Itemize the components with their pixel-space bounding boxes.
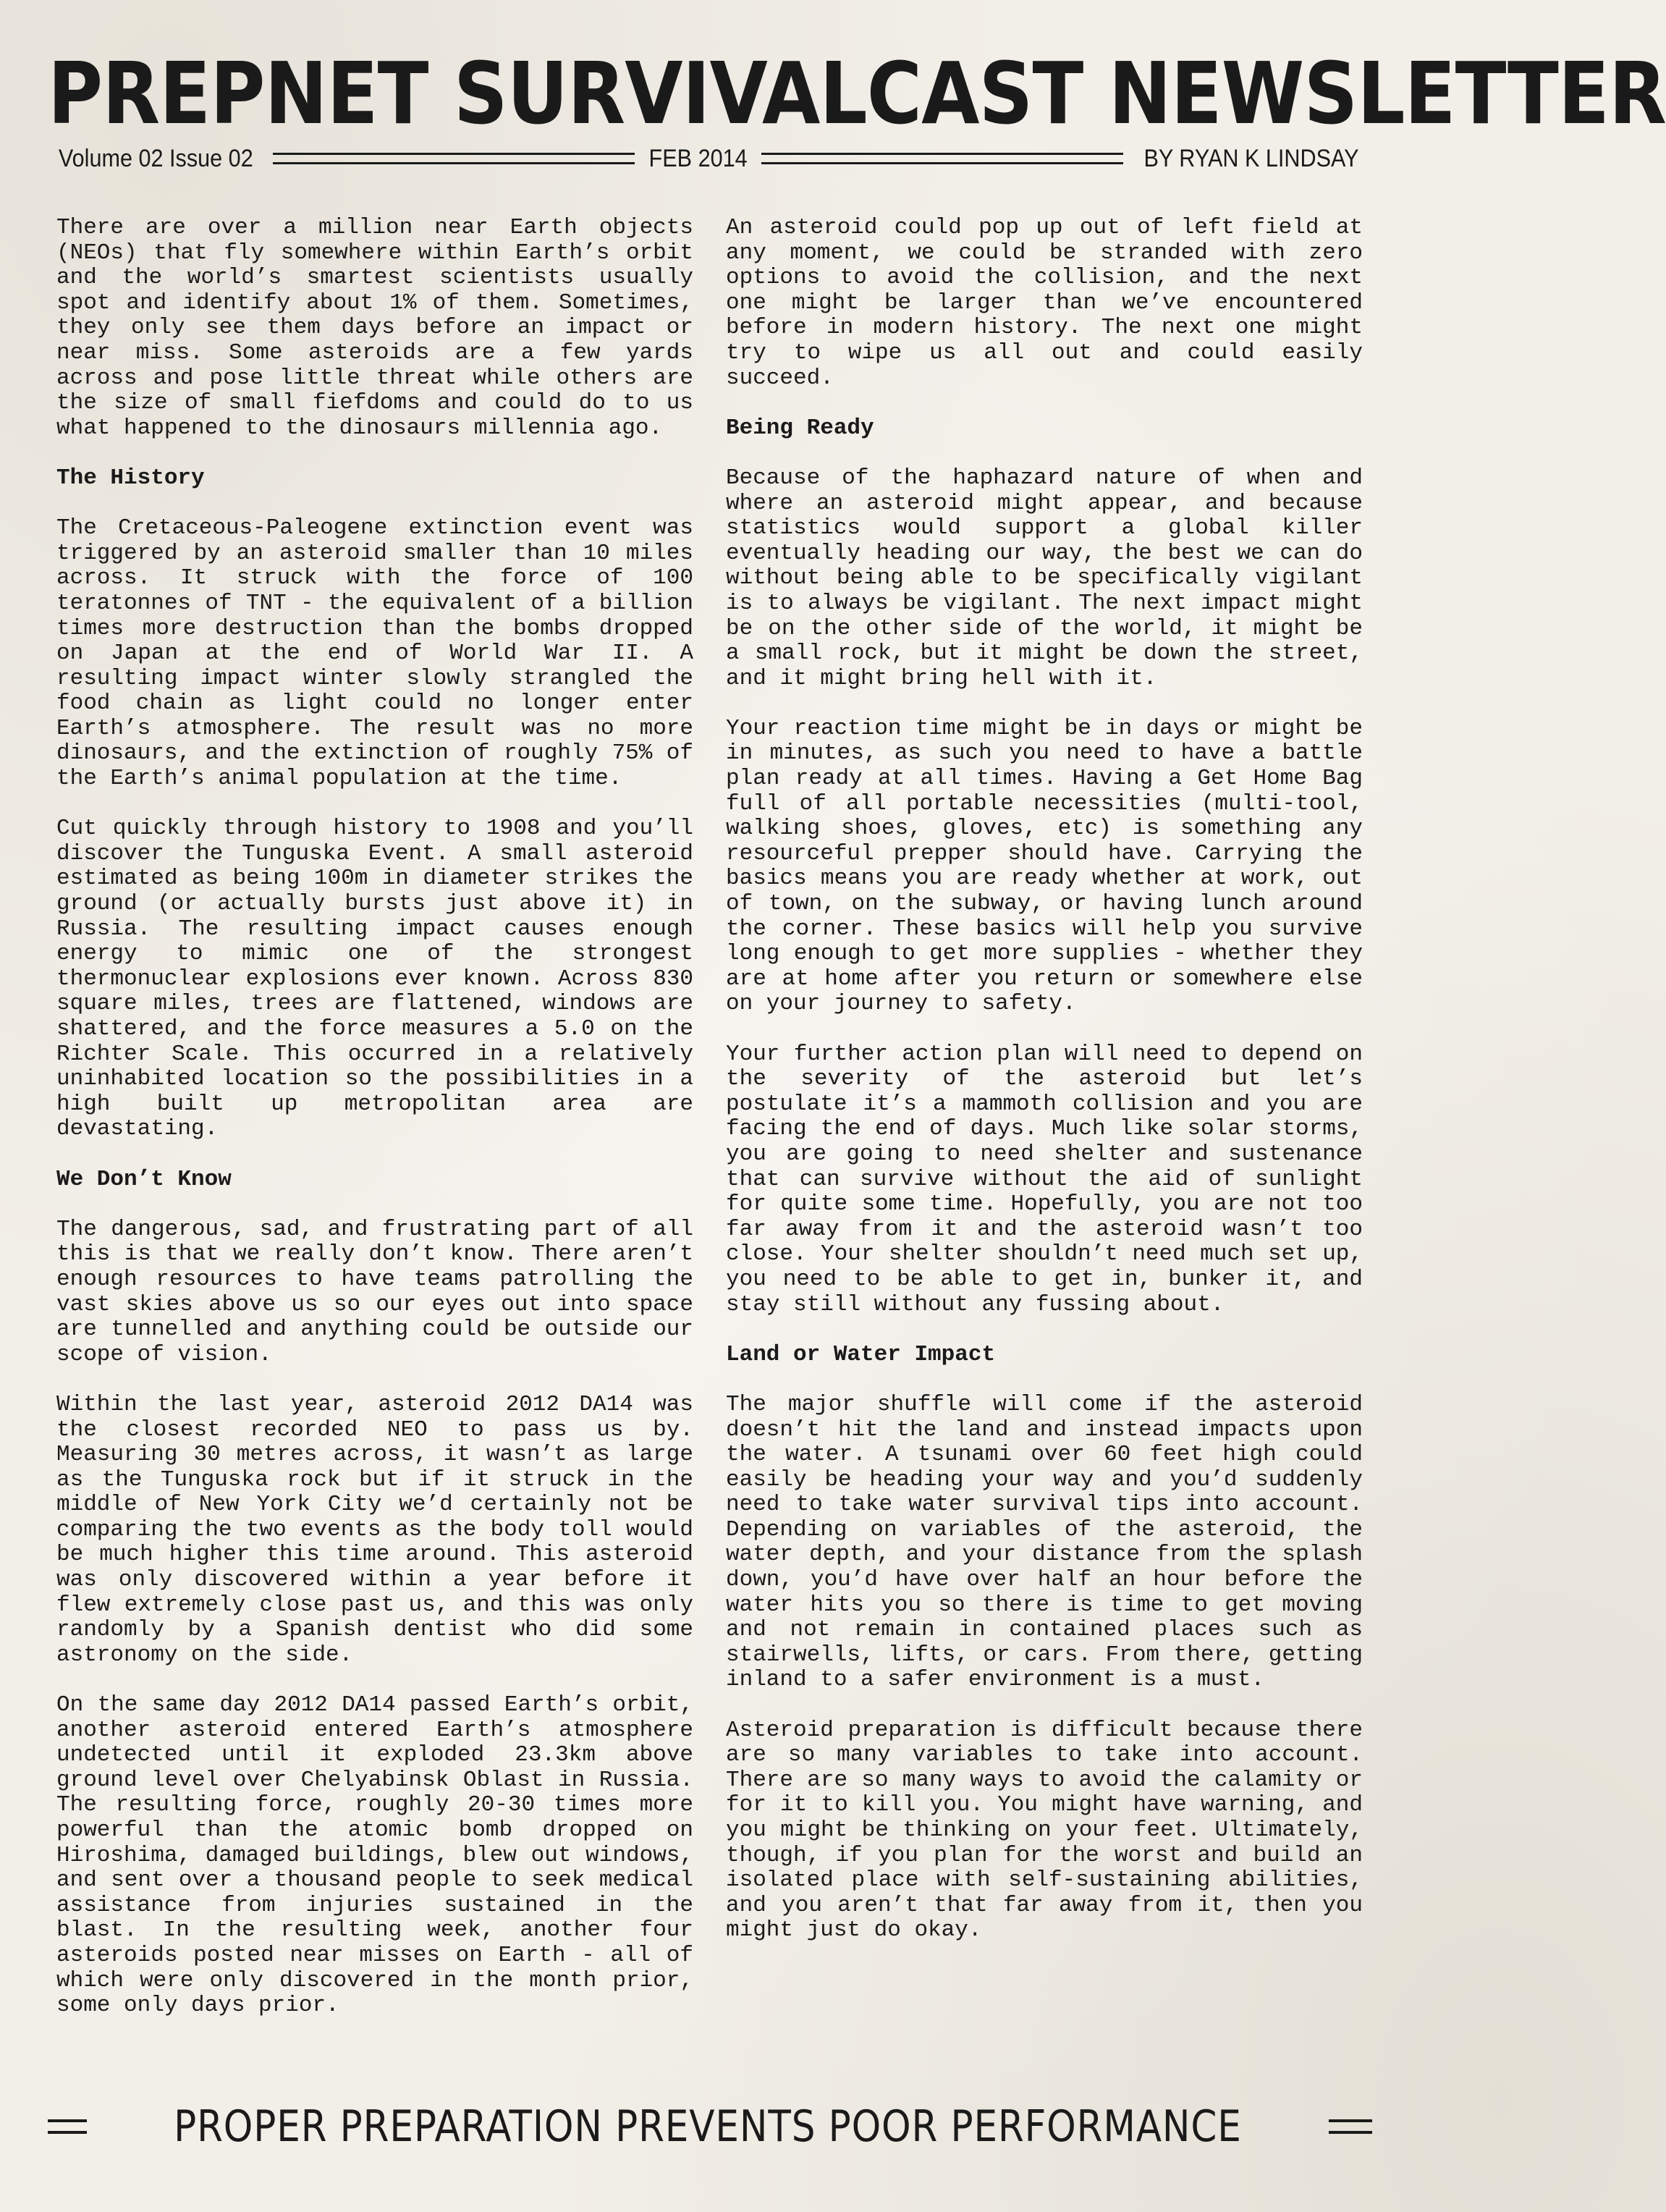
right-column	[726, 216, 1363, 1969]
section-heading-being-ready: Being Ready	[726, 415, 874, 441]
paragraph: An asteroid could pop up out of left field at any moment, we could be stranded with zero options to avoid the collision, and the next one might be larger than we’ve encountered before in modern history. The next one might try to wipe us all out and could easily succeed.	[726, 215, 1363, 391]
divider-rule	[48, 2119, 87, 2134]
paragraph: Asteroid preparation is difficult because there are so many variables to take into account. There are so many ways to avoid the calamity or for it to kill you. You might have warning, and you might be thinking on your feet. Ultimately, though, if you plan for the worst and build an isolated place with self-sustaining abilities, and you aren’t that far away from it, then you might just do okay.	[726, 1717, 1363, 1943]
section-heading-history: The History	[56, 465, 205, 491]
footer-slogan: PROPER PREPARATION PREVENTS POOR PERFORMANCE	[174, 2101, 1242, 2152]
divider-rule	[1329, 2119, 1372, 2134]
paragraph: The Cretaceous-Paleogene extinction event was triggered by an asteroid smaller than 10 miles across. It struck with the force of 100 teratonnes of TNT - the equivalent of a billion times more destruction than the bombs dropped on Japan at the end of World War II. A resulting impact winter slowly strangled the food chain as light could no longer enter Earth’s atmosphere. The result was no more dinosaurs, and the extinction of roughly 75% of the Earth’s animal population at the time.	[56, 515, 693, 792]
issue-number: Volume 02 Issue 02	[58, 145, 253, 172]
footer-banner	[48, 2099, 1372, 2154]
paragraph: The dangerous, sad, and frustrating part of all this is that we really don’t know. There aren’t enough resources to have teams patrolling the vast skies above us so our eyes out into space are tunnelled and anything could be outside our scope of vision.	[56, 1216, 693, 1367]
divider-rule	[273, 153, 635, 164]
paragraph: Your further action plan will need to depend on the severity of the asteroid but let’s postulate it’s a mammoth collision and you are facing the end of days. Much like solar storms, you are going to need shelter and sustenance that can survive without the aid of sunlight for quite some time. Hopefully, you are not too far away from it and the asteroid wasn’t too close. Your shelter shouldn’t need much set up, you need to be able to get in, bunker it, and stay still without any fussing about.	[726, 1041, 1363, 1317]
paragraph: On the same day 2012 DA14 passed Earth’s orbit, another asteroid entered Earth’s atmosphere undetected until it exploded 23.3km above ground level over Chelyabinsk Oblast in Russia. The resulting force, roughly 20-30 times more powerful than the atomic bomb dropped on Hiroshima, damaged buildings, blew out windows, and sent over a thousand people to seek medical assistance from injuries sustained in the blast. In the resulting week, another four asteroids posted near misses on Earth - all of which were only discovered in the month prior, some only days prior.	[56, 1692, 693, 2019]
author-byline: BY RYAN K LINDSAY	[1143, 145, 1359, 172]
section-heading-land-water: Land or Water Impact	[726, 1341, 996, 1367]
newsletter-title: PREPNET SURVIVALCAST NEWSLETTER	[48, 43, 1666, 143]
issue-date: FEB 2014	[648, 145, 748, 172]
intro-paragraph: There are over a million near Earth objects (NEOs) that fly somewhere within Earth’s orbit and the world’s smartest scientists usually spot and identify about 1% of them. Sometimes, they only see them days before an impact or near miss. Some asteroids are a few yards across and pose little threat while others are the size of small fiefdoms and could do to us what happened to the dinosaurs millennia ago.	[56, 215, 693, 441]
left-column	[56, 216, 693, 2043]
paragraph: Cut quickly through history to 1908 and you’ll discover the Tunguska Event. A small asteroid estimated as being 100m in diameter strikes the ground (or actually bursts just above it) in Russia. The resulting impact causes enough energy to mimic one of the strongest thermonuclear explosions ever known. Across 830 square miles, trees are flattened, windows are shattered, and the force measures a 5.0 on the Richter Scale. This occurred in a relatively uninhabited location so the possibilities in a high built up metropolitan area are devastating.	[56, 816, 693, 1142]
section-heading-dont-know: We Don’t Know	[56, 1166, 232, 1192]
divider-rule	[761, 153, 1123, 164]
paragraph: Your reaction time might be in days or might be in minutes, as such you need to have a battle plan ready at all times. Having a Get Home Bag full of all portable necessities (multi-tool, walking shoes, gloves, etc) is something any resourceful prepper should have. Carrying the basics means you are ready whether at work, out of town, on the subway, or having lunch around the corner. These basics will help you survive long enough to get more supplies - whether they are at home after you return or somewhere else on your journey to safety.	[726, 715, 1363, 1017]
issue-info-bar	[48, 141, 1371, 176]
paragraph: Within the last year, asteroid 2012 DA14 was the closest recorded NEO to pass us by. Measuring 30 metres across, it wasn’t as large as the Tunguska rock but if it struck in the middle of New York City we’d certainly not be comparing the two events as the body toll would be much higher this time around. This asteroid was only discovered within a year before it flew extremely close past us, and this was only randomly by a Spanish dentist who did some astronomy on the side.	[56, 1391, 693, 1668]
paragraph: Because of the haphazard nature of when and where an asteroid might appear, and because statistics would support a global killer eventually heading our way, the best we can do without being able to be specifically vigilant is to always be vigilant. The next impact might be on the other side of the world, it might be a small rock, but it might be down the street, and it might bring hell with it.	[726, 465, 1363, 691]
paragraph: The major shuffle will come if the asteroid doesn’t hit the land and instead impacts upon the water. A tsunami over 60 feet high could easily be heading your way and you’d suddenly need to take water survival tips into account. Depending on variables of the asteroid, the water depth, and your distance from the splash down, you’d have over half an hour before the water hits you so there is time to get moving and not remain in contained places such as stairwells, lifts, or cars. From there, getting inland to a safer environment is a must.	[726, 1391, 1363, 1693]
